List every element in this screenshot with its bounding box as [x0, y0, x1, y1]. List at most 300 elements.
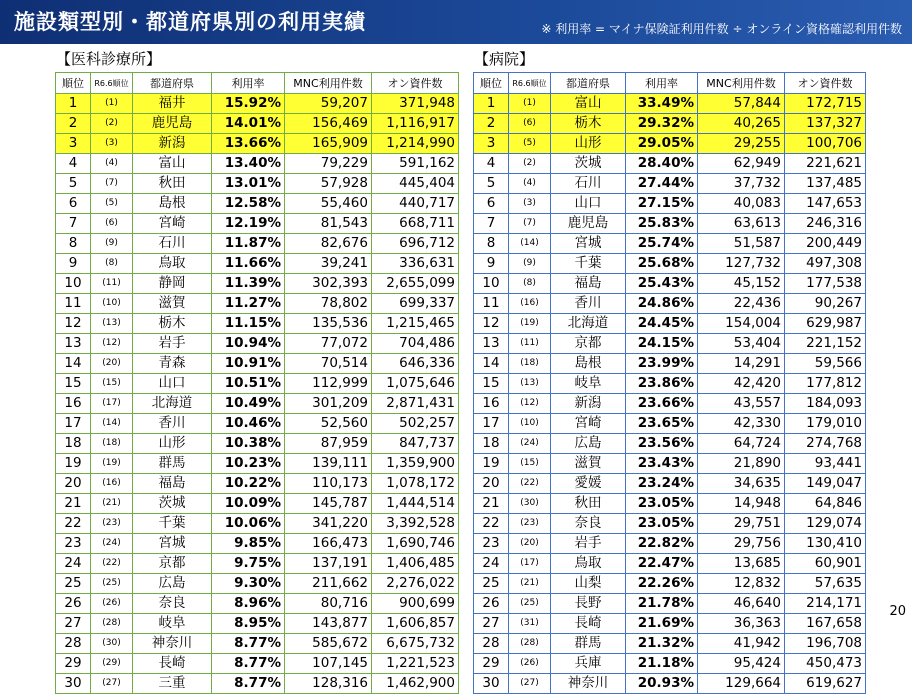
table-row	[56, 354, 459, 374]
cell-mnc-count: 77,072	[285, 334, 372, 354]
cell-rate: 11.27%	[212, 294, 285, 314]
cell-rate: 10.23%	[212, 454, 285, 474]
cell-onshi-count: 696,712	[372, 234, 459, 254]
cell-prev-rank: (12)	[509, 394, 551, 414]
cell-prefecture: 石川	[551, 174, 626, 194]
col-header-prefecture: 都道府県	[133, 73, 212, 94]
cell-onshi-count: 60,901	[785, 554, 866, 574]
cell-prev-rank: (1)	[91, 94, 133, 114]
cell-prev-rank: (7)	[91, 174, 133, 194]
cell-mnc-count: 29,751	[698, 514, 785, 534]
cell-onshi-count: 3,392,528	[372, 514, 459, 534]
cell-prefecture: 山形	[551, 134, 626, 154]
cell-mnc-count: 156,469	[285, 114, 372, 134]
cell-prefecture: 滋賀	[133, 294, 212, 314]
cell-prev-rank: (20)	[509, 534, 551, 554]
cell-mnc-count: 127,732	[698, 254, 785, 274]
table-row	[56, 654, 459, 674]
cell-rank: 4	[474, 154, 509, 174]
cell-prefecture: 千葉	[551, 254, 626, 274]
cell-rank: 17	[56, 414, 91, 434]
cell-onshi-count: 179,010	[785, 414, 866, 434]
cell-mnc-count: 42,330	[698, 414, 785, 434]
cell-prefecture: 秋田	[133, 174, 212, 194]
table-row	[474, 134, 866, 154]
cell-onshi-count: 1,214,990	[372, 134, 459, 154]
cell-rank: 9	[56, 254, 91, 274]
cell-rank: 1	[474, 94, 509, 114]
cell-prefecture: 富山	[551, 94, 626, 114]
cell-prev-rank: (13)	[509, 374, 551, 394]
table-row	[474, 194, 866, 214]
cell-prev-rank: (8)	[509, 274, 551, 294]
cell-rank: 16	[474, 394, 509, 414]
cell-rate: 23.86%	[626, 374, 698, 394]
cell-prev-rank: (9)	[91, 234, 133, 254]
cell-rate: 33.49%	[626, 94, 698, 114]
cell-rank: 12	[474, 314, 509, 334]
cell-prev-rank: (28)	[509, 634, 551, 654]
table-row	[56, 594, 459, 614]
cell-rank: 22	[56, 514, 91, 534]
cell-rate: 21.32%	[626, 634, 698, 654]
table-row	[474, 534, 866, 554]
cell-prev-rank: (15)	[509, 454, 551, 474]
cell-prefecture: 群馬	[551, 634, 626, 654]
cell-rank: 24	[474, 554, 509, 574]
cell-rank: 21	[56, 494, 91, 514]
table-row	[56, 274, 459, 294]
cell-onshi-count: 93,441	[785, 454, 866, 474]
table-row	[56, 534, 459, 554]
cell-prev-rank: (16)	[509, 294, 551, 314]
cell-onshi-count: 64,846	[785, 494, 866, 514]
cell-onshi-count: 177,812	[785, 374, 866, 394]
table-row	[474, 434, 866, 454]
cell-rank: 5	[474, 174, 509, 194]
cell-rate: 22.26%	[626, 574, 698, 594]
cell-onshi-count: 629,987	[785, 314, 866, 334]
cell-rate: 24.45%	[626, 314, 698, 334]
cell-mnc-count: 55,460	[285, 194, 372, 214]
cell-prefecture: 宮城	[133, 534, 212, 554]
table-row	[56, 514, 459, 534]
cell-rate: 12.58%	[212, 194, 285, 214]
table-row	[474, 454, 866, 474]
cell-rate: 11.39%	[212, 274, 285, 294]
cell-rate: 22.47%	[626, 554, 698, 574]
cell-rate: 25.74%	[626, 234, 698, 254]
cell-onshi-count: 704,486	[372, 334, 459, 354]
cell-rank: 6	[56, 194, 91, 214]
cell-rank: 25	[56, 574, 91, 594]
cell-prev-rank: (26)	[509, 654, 551, 674]
cell-rate: 8.77%	[212, 674, 285, 694]
cell-prev-rank: (29)	[91, 654, 133, 674]
table-row	[474, 274, 866, 294]
cell-rank: 29	[56, 654, 91, 674]
cell-mnc-count: 302,393	[285, 274, 372, 294]
cell-mnc-count: 165,909	[285, 134, 372, 154]
cell-onshi-count: 130,410	[785, 534, 866, 554]
cell-prefecture: 岐阜	[133, 614, 212, 634]
cell-prefecture: 京都	[551, 334, 626, 354]
cell-onshi-count: 646,336	[372, 354, 459, 374]
cell-prev-rank: (17)	[91, 394, 133, 414]
col-header-total: オン資件数	[785, 73, 866, 94]
cell-mnc-count: 46,640	[698, 594, 785, 614]
cell-rate: 23.66%	[626, 394, 698, 414]
table-row	[474, 354, 866, 374]
cell-onshi-count: 1,075,646	[372, 374, 459, 394]
cell-rate: 23.56%	[626, 434, 698, 454]
cell-mnc-count: 95,424	[698, 654, 785, 674]
cell-prefecture: 神奈川	[551, 674, 626, 694]
cell-onshi-count: 59,566	[785, 354, 866, 374]
cell-onshi-count: 149,047	[785, 474, 866, 494]
cell-prev-rank: (30)	[509, 494, 551, 514]
cell-prev-rank: (3)	[509, 194, 551, 214]
cell-prev-rank: (23)	[91, 514, 133, 534]
page-number: 20	[889, 604, 906, 619]
cell-rate: 11.15%	[212, 314, 285, 334]
cell-mnc-count: 87,959	[285, 434, 372, 454]
cell-mnc-count: 40,265	[698, 114, 785, 134]
table-row	[56, 474, 459, 494]
cell-mnc-count: 145,787	[285, 494, 372, 514]
cell-prefecture: 千葉	[133, 514, 212, 534]
cell-rate: 11.87%	[212, 234, 285, 254]
cell-prefecture: 広島	[133, 574, 212, 594]
cell-rate: 8.96%	[212, 594, 285, 614]
cell-prev-rank: (30)	[91, 634, 133, 654]
table-row	[474, 294, 866, 314]
table-row	[474, 254, 866, 274]
cell-onshi-count: 1,462,900	[372, 674, 459, 694]
cell-rank: 1	[56, 94, 91, 114]
cell-prefecture: 山口	[551, 194, 626, 214]
table-row	[56, 334, 459, 354]
cell-mnc-count: 14,948	[698, 494, 785, 514]
cell-prev-rank: (17)	[509, 554, 551, 574]
cell-onshi-count: 1,116,917	[372, 114, 459, 134]
cell-onshi-count: 450,473	[785, 654, 866, 674]
cell-mnc-count: 341,220	[285, 514, 372, 534]
col-header-rate: 利用率	[212, 73, 285, 94]
cell-prev-rank: (25)	[91, 574, 133, 594]
cell-mnc-count: 81,543	[285, 214, 372, 234]
cell-rate: 27.44%	[626, 174, 698, 194]
cell-rate: 29.32%	[626, 114, 698, 134]
cell-prefecture: 岩手	[133, 334, 212, 354]
cell-onshi-count: 1,078,172	[372, 474, 459, 494]
cell-rank: 13	[474, 334, 509, 354]
hospital-section-label: 【病院】	[474, 50, 535, 68]
table-row	[56, 234, 459, 254]
cell-prefecture: 鳥取	[551, 554, 626, 574]
cell-onshi-count: 147,653	[785, 194, 866, 214]
cell-prev-rank: (18)	[509, 354, 551, 374]
cell-rate: 10.22%	[212, 474, 285, 494]
cell-mnc-count: 78,802	[285, 294, 372, 314]
col-header-mnc: MNC利用件数	[285, 73, 372, 94]
cell-rank: 15	[474, 374, 509, 394]
cell-rank: 30	[474, 674, 509, 694]
table-row	[56, 674, 459, 694]
table-row	[474, 674, 866, 694]
cell-mnc-count: 21,890	[698, 454, 785, 474]
cell-prev-rank: (6)	[509, 114, 551, 134]
cell-mnc-count: 211,662	[285, 574, 372, 594]
cell-prev-rank: (19)	[509, 314, 551, 334]
cell-mnc-count: 29,756	[698, 534, 785, 554]
cell-mnc-count: 137,191	[285, 554, 372, 574]
cell-rank: 7	[474, 214, 509, 234]
cell-onshi-count: 1,690,746	[372, 534, 459, 554]
cell-onshi-count: 336,631	[372, 254, 459, 274]
table-row	[56, 574, 459, 594]
cell-rank: 8	[56, 234, 91, 254]
cell-rank: 13	[56, 334, 91, 354]
cell-prefecture: 秋田	[551, 494, 626, 514]
cell-rate: 28.40%	[626, 154, 698, 174]
cell-mnc-count: 41,942	[698, 634, 785, 654]
cell-rate: 25.43%	[626, 274, 698, 294]
cell-rank: 11	[56, 294, 91, 314]
cell-rate: 21.69%	[626, 614, 698, 634]
cell-rank: 2	[474, 114, 509, 134]
cell-onshi-count: 137,327	[785, 114, 866, 134]
table-row	[474, 374, 866, 394]
cell-prefecture: 青森	[133, 354, 212, 374]
cell-rank: 20	[474, 474, 509, 494]
cell-prefecture: 宮城	[551, 234, 626, 254]
cell-onshi-count: 900,699	[372, 594, 459, 614]
cell-mnc-count: 63,613	[698, 214, 785, 234]
cell-rank: 10	[56, 274, 91, 294]
cell-onshi-count: 440,717	[372, 194, 459, 214]
cell-rank: 17	[474, 414, 509, 434]
cell-mnc-count: 29,255	[698, 134, 785, 154]
cell-rate: 10.49%	[212, 394, 285, 414]
table-row	[474, 414, 866, 434]
table-row	[56, 374, 459, 394]
cell-onshi-count: 445,404	[372, 174, 459, 194]
cell-rank: 18	[56, 434, 91, 454]
cell-prev-rank: (21)	[91, 494, 133, 514]
table-row	[474, 654, 866, 674]
cell-prev-rank: (22)	[509, 474, 551, 494]
cell-rate: 23.05%	[626, 514, 698, 534]
col-header-prev-rank: R6.6順位	[91, 73, 133, 94]
cell-prev-rank: (25)	[509, 594, 551, 614]
cell-rate: 12.19%	[212, 214, 285, 234]
cell-rank: 4	[56, 154, 91, 174]
table-row	[56, 254, 459, 274]
table-row	[474, 514, 866, 534]
cell-onshi-count: 1,221,523	[372, 654, 459, 674]
table-row	[474, 234, 866, 254]
cell-rank: 7	[56, 214, 91, 234]
cell-rank: 30	[56, 674, 91, 694]
cell-mnc-count: 107,145	[285, 654, 372, 674]
cell-prev-rank: (28)	[91, 614, 133, 634]
cell-rank: 16	[56, 394, 91, 414]
cell-mnc-count: 36,363	[698, 614, 785, 634]
cell-rank: 27	[474, 614, 509, 634]
cell-rate: 10.09%	[212, 494, 285, 514]
cell-prefecture: 北海道	[551, 314, 626, 334]
cell-prefecture: 茨城	[551, 154, 626, 174]
cell-onshi-count: 2,871,431	[372, 394, 459, 414]
table-row	[56, 194, 459, 214]
cell-prefecture: 長崎	[133, 654, 212, 674]
cell-prefecture: 茨城	[133, 494, 212, 514]
cell-rate: 15.92%	[212, 94, 285, 114]
table-row	[56, 394, 459, 414]
cell-rank: 21	[474, 494, 509, 514]
cell-prev-rank: (12)	[91, 334, 133, 354]
cell-rate: 8.77%	[212, 634, 285, 654]
slide-header	[0, 0, 912, 44]
table-row	[474, 334, 866, 354]
cell-mnc-count: 154,004	[698, 314, 785, 334]
cell-onshi-count: 196,708	[785, 634, 866, 654]
table-row	[474, 174, 866, 194]
cell-rank: 23	[474, 534, 509, 554]
cell-prev-rank: (19)	[91, 454, 133, 474]
table-row	[474, 114, 866, 134]
cell-rank: 22	[474, 514, 509, 534]
cell-prefecture: 新潟	[133, 134, 212, 154]
cell-onshi-count: 214,171	[785, 594, 866, 614]
table-row	[474, 474, 866, 494]
col-header-rank: 順位	[474, 73, 509, 94]
cell-prefecture: 広島	[551, 434, 626, 454]
cell-prev-rank: (1)	[509, 94, 551, 114]
cell-prefecture: 富山	[133, 154, 212, 174]
cell-rate: 10.38%	[212, 434, 285, 454]
cell-prev-rank: (4)	[509, 174, 551, 194]
cell-rank: 11	[474, 294, 509, 314]
cell-prefecture: 愛媛	[551, 474, 626, 494]
cell-onshi-count: 274,768	[785, 434, 866, 454]
cell-onshi-count: 1,406,485	[372, 554, 459, 574]
cell-rate: 9.30%	[212, 574, 285, 594]
cell-rate: 23.99%	[626, 354, 698, 374]
cell-prev-rank: (31)	[509, 614, 551, 634]
cell-rank: 10	[474, 274, 509, 294]
cell-rate: 23.05%	[626, 494, 698, 514]
table-row	[56, 114, 459, 134]
cell-prev-rank: (2)	[509, 154, 551, 174]
cell-prefecture: 新潟	[551, 394, 626, 414]
cell-prefecture: 山梨	[551, 574, 626, 594]
cell-prefecture: 香川	[551, 294, 626, 314]
cell-onshi-count: 246,316	[785, 214, 866, 234]
cell-prefecture: 鹿児島	[133, 114, 212, 134]
cell-rate: 13.01%	[212, 174, 285, 194]
cell-onshi-count: 502,257	[372, 414, 459, 434]
cell-rank: 14	[56, 354, 91, 374]
cell-rate: 27.15%	[626, 194, 698, 214]
cell-prev-rank: (7)	[509, 214, 551, 234]
cell-rate: 25.83%	[626, 214, 698, 234]
cell-prefecture: 島根	[551, 354, 626, 374]
table-row	[56, 454, 459, 474]
table-header-row	[56, 73, 459, 94]
cell-onshi-count: 2,655,099	[372, 274, 459, 294]
cell-prefecture: 山口	[133, 374, 212, 394]
cell-rate: 29.05%	[626, 134, 698, 154]
cell-prev-rank: (18)	[91, 434, 133, 454]
cell-onshi-count: 1,606,857	[372, 614, 459, 634]
cell-rate: 23.43%	[626, 454, 698, 474]
cell-prev-rank: (16)	[91, 474, 133, 494]
cell-prev-rank: (14)	[509, 234, 551, 254]
cell-mnc-count: 112,999	[285, 374, 372, 394]
cell-rate: 9.75%	[212, 554, 285, 574]
clinic-section-label: 【医科診療所】	[56, 50, 162, 68]
cell-onshi-count: 57,635	[785, 574, 866, 594]
cell-onshi-count: 2,276,022	[372, 574, 459, 594]
cell-prefecture: 島根	[133, 194, 212, 214]
cell-prefecture: 奈良	[133, 594, 212, 614]
cell-prefecture: 兵庫	[551, 654, 626, 674]
cell-prefecture: 岩手	[551, 534, 626, 554]
cell-mnc-count: 57,928	[285, 174, 372, 194]
cell-mnc-count: 39,241	[285, 254, 372, 274]
cell-onshi-count: 1,444,514	[372, 494, 459, 514]
cell-prev-rank: (26)	[91, 594, 133, 614]
cell-mnc-count: 43,557	[698, 394, 785, 414]
table-row	[474, 314, 866, 334]
table-row	[56, 134, 459, 154]
cell-onshi-count: 177,538	[785, 274, 866, 294]
table-row	[474, 634, 866, 654]
cell-rank: 20	[56, 474, 91, 494]
cell-prev-rank: (22)	[91, 554, 133, 574]
cell-prev-rank: (14)	[91, 414, 133, 434]
cell-rate: 13.66%	[212, 134, 285, 154]
cell-rate: 13.40%	[212, 154, 285, 174]
cell-rank: 27	[56, 614, 91, 634]
cell-prev-rank: (11)	[91, 274, 133, 294]
formula-note: ※ 利用率 = マイナ保険証利用件数 ÷ オンライン資格確認利用件数	[541, 22, 902, 36]
cell-rank: 24	[56, 554, 91, 574]
table-row	[474, 554, 866, 574]
cell-prefecture: 長崎	[551, 614, 626, 634]
cell-prefecture: 三重	[133, 674, 212, 694]
cell-prefecture: 栃木	[133, 314, 212, 334]
cell-prev-rank: (10)	[509, 414, 551, 434]
cell-rate: 11.66%	[212, 254, 285, 274]
cell-mnc-count: 14,291	[698, 354, 785, 374]
cell-prev-rank: (2)	[91, 114, 133, 134]
cell-rank: 9	[474, 254, 509, 274]
cell-prev-rank: (24)	[509, 434, 551, 454]
cell-rank: 5	[56, 174, 91, 194]
cell-rank: 12	[56, 314, 91, 334]
cell-prev-rank: (20)	[91, 354, 133, 374]
cell-mnc-count: 64,724	[698, 434, 785, 454]
cell-prefecture: 栃木	[551, 114, 626, 134]
cell-rank: 8	[474, 234, 509, 254]
cell-mnc-count: 143,877	[285, 614, 372, 634]
cell-mnc-count: 129,664	[698, 674, 785, 694]
cell-rate: 23.65%	[626, 414, 698, 434]
cell-mnc-count: 40,083	[698, 194, 785, 214]
